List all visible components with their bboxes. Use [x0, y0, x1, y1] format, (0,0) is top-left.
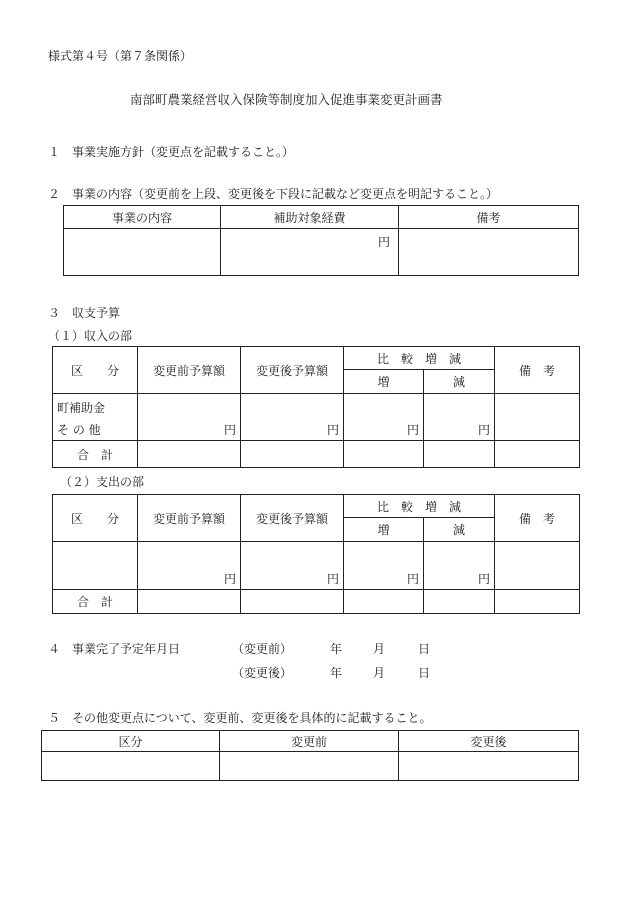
- expense-col-category: 区 分: [53, 495, 138, 542]
- expense-total-before[interactable]: [138, 590, 241, 614]
- expense-after-cell[interactable]: [241, 542, 344, 590]
- col-business-content: 事業の内容: [64, 206, 221, 229]
- expense-total-note[interactable]: [495, 590, 580, 614]
- other-changes-table: [41, 730, 579, 781]
- changes-col-after: 変更後: [399, 731, 579, 752]
- income-col-increase: 増: [344, 370, 424, 394]
- income-after-cell[interactable]: [241, 394, 344, 441]
- expense-col-note: 備 考: [495, 495, 580, 542]
- business-content-table: [63, 205, 579, 276]
- income-total-before[interactable]: [138, 441, 241, 468]
- income-col-after: 変更後予算額: [241, 347, 344, 394]
- income-row-other: そ の 他: [57, 423, 101, 437]
- yen-unit: 円: [223, 423, 236, 437]
- expense-table: [52, 494, 580, 614]
- completion-before-year: 年: [330, 642, 343, 656]
- expense-total-label: 合 計: [53, 590, 138, 614]
- completion-before-label: （変更前）: [232, 642, 293, 656]
- income-total-after[interactable]: [241, 441, 344, 468]
- income-decrease-cell[interactable]: [424, 394, 495, 441]
- income-category-cell: [53, 394, 138, 441]
- completion-before-month: 月: [373, 642, 386, 656]
- yen-unit: 円: [478, 572, 491, 586]
- expense-category-cell[interactable]: [53, 542, 138, 590]
- col-note: 備考: [399, 206, 579, 229]
- col-eligible-cost: 補助対象経費: [221, 206, 399, 229]
- changes-col-category: 区分: [42, 731, 220, 752]
- completion-after-month: 月: [373, 666, 386, 680]
- income-total-increase[interactable]: [344, 441, 424, 468]
- expense-col-after: 変更後予算額: [241, 495, 344, 542]
- section4-heading: ４ 事業完了予定年月日: [48, 642, 181, 656]
- changes-after-cell[interactable]: [399, 752, 579, 781]
- income-col-compare: 比 較 増 減: [344, 347, 495, 370]
- income-before-cell[interactable]: [138, 394, 241, 441]
- expense-col-increase: 増: [344, 518, 424, 542]
- changes-col-before: 変更前: [220, 731, 399, 752]
- yen-unit: 円: [326, 572, 339, 586]
- income-total-label: 合 計: [53, 441, 138, 468]
- expense-before-cell[interactable]: [138, 542, 241, 590]
- form-number: 様式第４号（第７条関係）: [48, 49, 193, 63]
- expense-col-before: 変更前予算額: [138, 495, 241, 542]
- section5-heading: ５ その他変更点について、変更前、変更後を具体的に記載すること。: [48, 711, 432, 725]
- expense-heading: （２）支出の部: [60, 475, 145, 489]
- note-cell[interactable]: [399, 229, 579, 276]
- expense-note-cell[interactable]: [495, 542, 580, 590]
- changes-before-cell[interactable]: [220, 752, 399, 781]
- yen-unit: 円: [377, 235, 390, 249]
- eligible-cost-cell[interactable]: [221, 229, 399, 276]
- completion-before-day: 日: [418, 642, 431, 656]
- yen-unit: 円: [223, 572, 236, 586]
- income-total-note[interactable]: [495, 441, 580, 468]
- income-col-before: 変更前予算額: [138, 347, 241, 394]
- expense-col-decrease: 減: [424, 518, 495, 542]
- section3-heading: ３ 収支予算: [48, 306, 121, 320]
- expense-total-increase[interactable]: [344, 590, 424, 614]
- income-heading: （１）収入の部: [48, 329, 133, 343]
- completion-after-label: （変更後）: [232, 666, 293, 680]
- expense-col-compare: 比 較 増 減: [344, 495, 495, 518]
- section1-heading: １ 事業実施方針（変更点を記載すること。）: [48, 145, 295, 159]
- expense-decrease-cell[interactable]: [424, 542, 495, 590]
- expense-total-after[interactable]: [241, 590, 344, 614]
- income-note-cell[interactable]: [495, 394, 580, 441]
- changes-category-cell[interactable]: [42, 752, 220, 781]
- expense-increase-cell[interactable]: [344, 542, 424, 590]
- yen-unit: 円: [478, 423, 491, 437]
- income-total-decrease[interactable]: [424, 441, 495, 468]
- section2-heading: ２ 事業の内容（変更前を上段、変更後を下段に記載など変更点を明記すること。）: [48, 187, 499, 201]
- completion-after-year: 年: [330, 666, 343, 680]
- yen-unit: 円: [406, 423, 419, 437]
- income-col-category: 区 分: [53, 347, 138, 394]
- page-title: 南部町農業経営収入保険等制度加入促進事業変更計画書: [130, 92, 443, 107]
- income-increase-cell[interactable]: [344, 394, 424, 441]
- income-table: [52, 346, 580, 468]
- income-col-note: 備 考: [495, 347, 580, 394]
- business-content-cell[interactable]: [64, 229, 221, 276]
- income-row-subsidy: 町補助金: [57, 401, 106, 415]
- completion-after-day: 日: [418, 666, 431, 680]
- expense-total-decrease[interactable]: [424, 590, 495, 614]
- income-col-decrease: 減: [424, 370, 495, 394]
- yen-unit: 円: [326, 423, 339, 437]
- yen-unit: 円: [406, 572, 419, 586]
